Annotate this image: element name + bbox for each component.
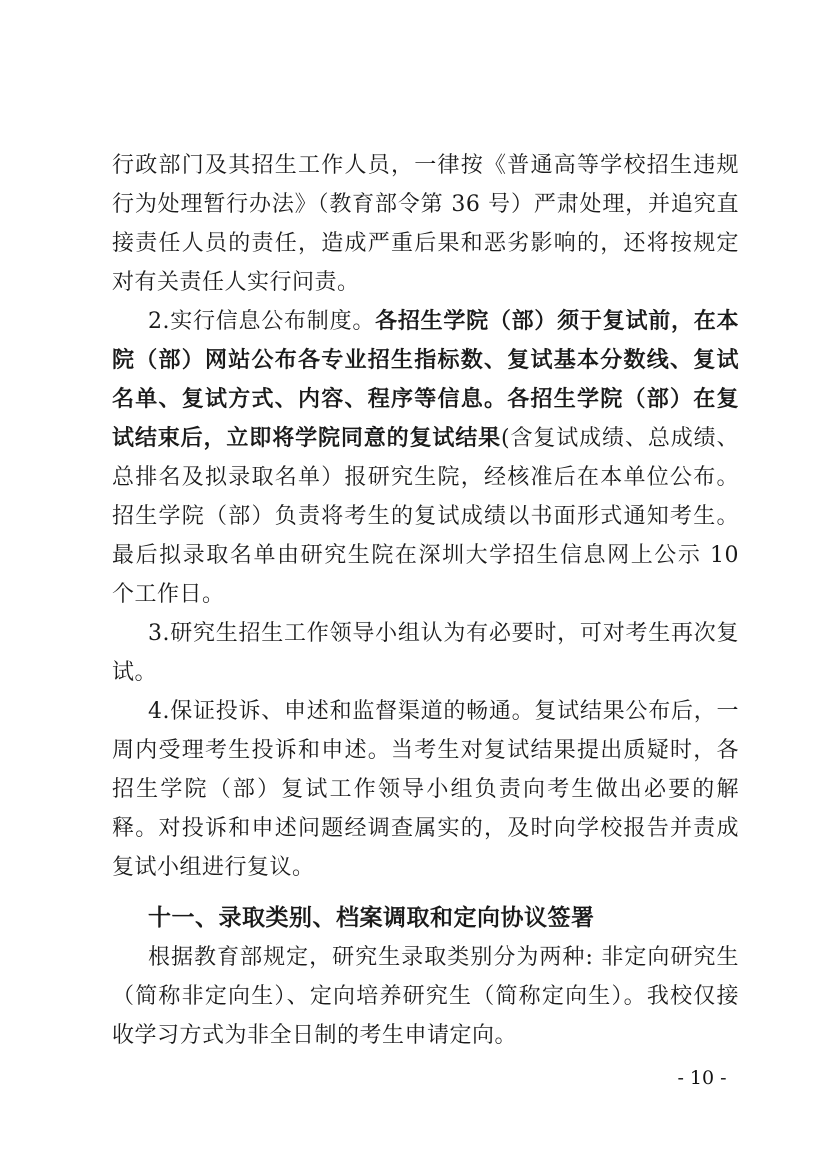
text-run: 2.实行信息公布制度。 <box>148 309 376 334</box>
text-run: 根据教育部规定，研究生录取类别分为两种: 非定向研究生（简称非定向生）、定向培养研究生（简称定向生）。我校仅接收学习方式为非全日制的考生申请定向。 <box>112 945 739 1048</box>
text-run: 4.保证投诉、申述和监督渠道的畅通。复试结果公布后，一周内受理考生投诉和申述。当考生对复试结果提出质疑时，各招生学院（部）复试工作领导小组负责向考生做出必要的解释。对投诉和申述问题经调查属实的，及时向学校报告并责成复试小组进行复议。 <box>112 699 739 880</box>
document-body <box>112 146 739 1055</box>
page-number: - 10 - <box>677 1067 727 1089</box>
paragraph <box>112 302 739 614</box>
paragraph <box>112 146 739 302</box>
paragraph <box>112 692 739 887</box>
text-run: 3.研究生招生工作领导小组认为有必要时，可对考生再次复试。 <box>112 621 739 685</box>
paragraph <box>112 938 739 1055</box>
text-run-bold: 各招生学院（部）须于复试前，在本院（部）网站公布各专业招生指标数、复试基本分数线、复试名单、复试方式、内容、程序等信息。各招生学院（部）在复试结束后，立即将学院同意的复试结果 <box>112 309 739 451</box>
text-run-bold: 十一、录取类别、档案调取和定向协议签署 <box>148 905 595 931</box>
section-heading <box>112 899 739 938</box>
text-run: 行政部门及其招生工作人员，一律按《普通高等学校招生违规行为处理暂行办法》（教育部令第 36 号）严肃处理，并追究直接责任人员的责任，造成严重后果和恶劣影响的，还将按规定对有关责任人实行问责。 <box>112 153 739 295</box>
text-run: (含复试成绩、总成绩、总排名及拟录取名单）报研究生院，经核准后在本单位公布。招生学院（部）负责将考生的复试成绩以书面形式通知考生。最后拟录取名单由研究生院在深圳大学招生信息网上公示 10 个工作日。 <box>112 426 739 607</box>
paragraph <box>112 614 739 692</box>
